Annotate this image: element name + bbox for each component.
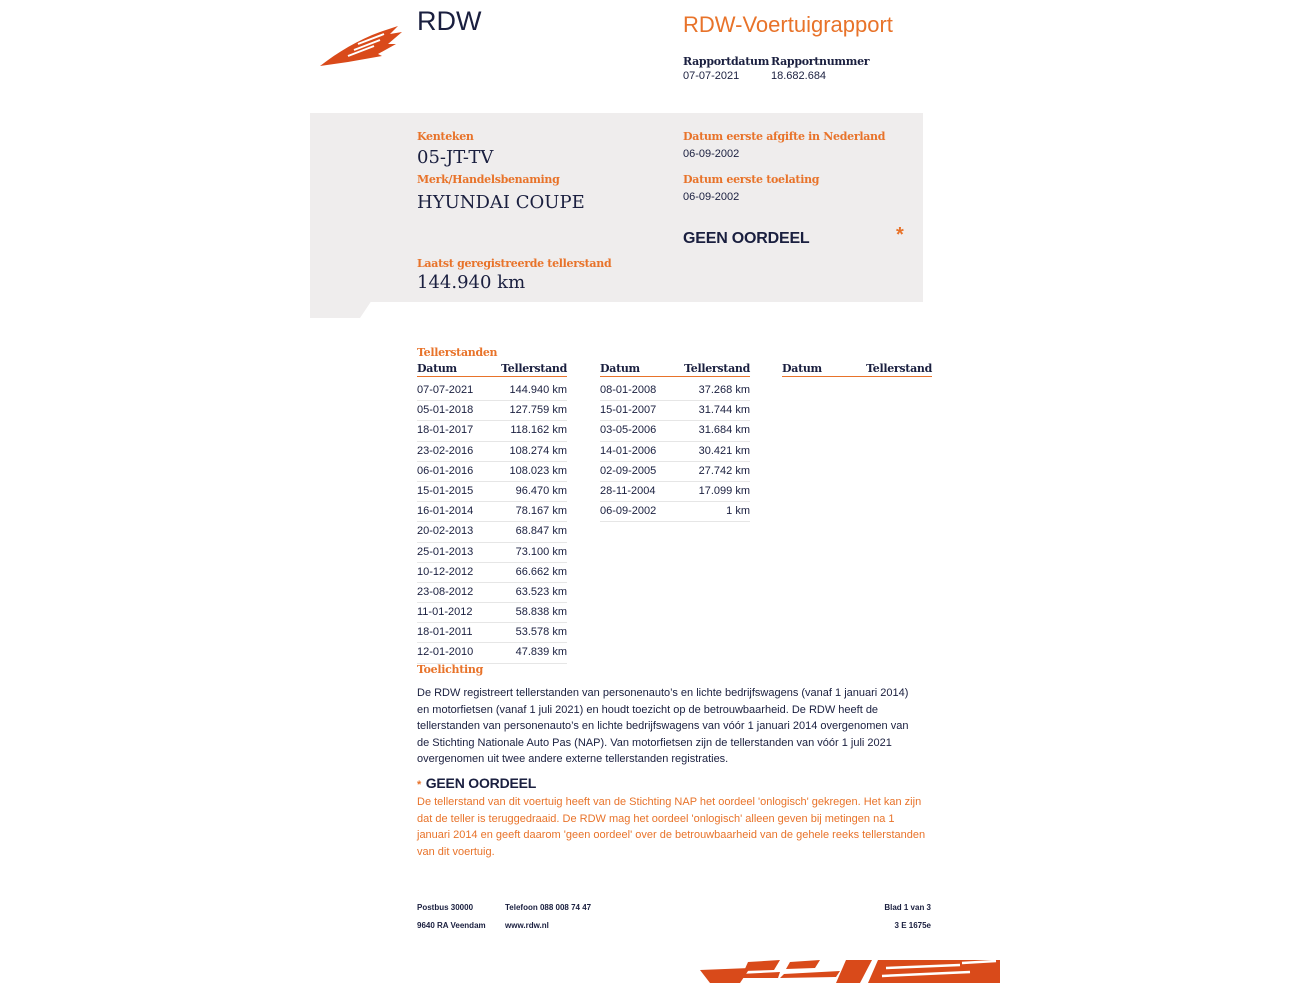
make-value: HYUNDAI COUPE: [417, 192, 585, 213]
reading-km: 127.759 km: [509, 404, 567, 417]
table-row: [417, 522, 567, 542]
reading-date: 18-01-2011: [417, 626, 473, 639]
reading-date: 18-01-2017: [417, 424, 474, 437]
column-date: Datum: [600, 362, 640, 375]
reading-date: 16-01-2014: [417, 505, 474, 518]
column-reading: Tellerstand: [501, 362, 567, 375]
reading-km: 144.940 km: [509, 384, 567, 396]
table-row: [600, 502, 750, 522]
reading-date: 05-01-2018: [417, 404, 474, 417]
explanation-body: De RDW registreert tellerstanden van personenauto’s en lichte bedrijfswagens (vanaf 1 januari 2014) en motorfietsen (vanaf 1 juli 2021) en houdt toezicht op de betrouwbaarheid. De RDW heeft de tellerstanden van personenauto’s en lichte bedrijfswagens van vóór 1 januari 2014 overgenomen van de Stichting Nationale Auto Pas (NAP). Van motorfietsen zijn de tellerstanden van vóór 1 juli 2021 overgenomen uit twee andere externe tellerstanden registraties.: [417, 687, 909, 766]
reading-date: 25-01-2013: [417, 545, 474, 558]
report-date-label: Rapportdatum: [683, 55, 770, 68]
reading-km: 27.742 km: [698, 464, 750, 477]
verdict-body: De tellerstand van dit voertuig heeft van de Stichting NAP het oordeel 'onlogisch' gekregen. Het kan zijn dat de teller is teruggedraaid. De RDW mag het oordeel 'onlogisch' alleen geven bij metingen na 1 januari 2014 en geeft daarom 'geen oordeel' over de betrouwbaarheid van de gehele reeks tellerstanden van dit voertuig.: [417, 796, 926, 858]
table-row: [417, 603, 567, 623]
report-date-value: 07-07-2021: [683, 70, 740, 82]
reading-km: 58.838 km: [515, 606, 567, 619]
reading-date: 23-02-2016: [417, 444, 474, 457]
odometer-label: Laatst geregistreerde tellerstand: [417, 257, 612, 270]
reading-km: 96.470 km: [515, 484, 567, 497]
reading-km: 63.523 km: [515, 585, 567, 598]
table-row: [417, 482, 567, 502]
panel-corner-tab: [310, 300, 372, 318]
table-row: [417, 543, 567, 563]
table-body: [417, 381, 567, 664]
table-row: [600, 462, 750, 482]
reading-km: 47.839 km: [515, 646, 567, 659]
footer-web-link[interactable]: www.rdw.nl: [505, 921, 549, 930]
readings-table-1: [417, 362, 567, 664]
reading-date: 11-01-2012: [417, 606, 473, 619]
footer-city: 9640 RA Veendam: [417, 921, 486, 930]
reading-date: 15-01-2007: [600, 404, 657, 417]
column-reading: Tellerstand: [866, 362, 932, 375]
reading-km: 31.744 km: [698, 404, 750, 417]
table-header: [782, 362, 932, 377]
readings-table-3: [782, 362, 932, 377]
reading-date: 02-09-2005: [600, 464, 657, 477]
reading-date: 12-01-2010: [417, 646, 474, 659]
reading-date: 14-01-2006: [600, 444, 657, 457]
logo-text: RDW: [417, 6, 482, 36]
reading-km: 118.162 km: [510, 424, 567, 437]
reading-km: 68.847 km: [515, 525, 567, 538]
table-header: [417, 362, 567, 377]
table-row: [417, 643, 567, 663]
table-row: [417, 401, 567, 421]
table-row: [600, 482, 750, 502]
plate-label: Kenteken: [417, 130, 474, 143]
table-row: [600, 381, 750, 401]
verdict-badge: GEEN OORDEEL: [683, 230, 810, 247]
table-row: [600, 421, 750, 441]
verdict-asterisk: *: [896, 224, 904, 246]
reading-km: 108.274 km: [509, 444, 567, 457]
reading-date: 06-09-2002: [600, 505, 657, 518]
table-row: [417, 442, 567, 462]
reading-km: 17.099 km: [698, 484, 750, 497]
plate-value: 05-JT-TV: [417, 147, 494, 168]
table-header: [600, 362, 750, 377]
first-nl-value: 06-09-2002: [683, 148, 740, 160]
reading-km: 30.421 km: [698, 444, 750, 457]
first-nl-label: Datum eerste afgifte in Nederland: [683, 130, 886, 143]
table-body: [600, 381, 750, 522]
table-row: [417, 563, 567, 583]
reading-date: 15-01-2015: [417, 484, 474, 497]
reading-km: 73.100 km: [515, 545, 567, 558]
table-row: [417, 623, 567, 643]
reading-date: 10-12-2012: [417, 565, 474, 578]
column-date: Datum: [417, 362, 457, 375]
table-row: [417, 502, 567, 522]
readings-table-2: [600, 362, 750, 522]
table-row: [417, 462, 567, 482]
reading-km: 78.167 km: [515, 505, 567, 518]
reading-date: 06-01-2016: [417, 464, 474, 477]
table-row: [417, 421, 567, 441]
reading-date: 23-08-2012: [417, 585, 474, 598]
readings-title: Tellerstanden: [417, 346, 498, 359]
report-number-value: 18.682.684: [771, 70, 827, 82]
reading-date: 28-11-2004: [600, 484, 656, 497]
reading-km: 108.023 km: [509, 464, 567, 477]
verdict-heading: [417, 775, 536, 793]
first-admission-value: 06-09-2002: [683, 191, 740, 203]
reading-km: 53.578 km: [515, 626, 567, 639]
column-reading: Tellerstand: [684, 362, 750, 375]
explanation-title: Toelichting: [417, 663, 483, 676]
table-row: [417, 583, 567, 603]
footer-phone: Telefoon 088 008 74 47: [505, 903, 592, 912]
table-row: [600, 442, 750, 462]
reading-km: 1 km: [726, 505, 750, 518]
footer-page-number: Blad 1 van 3: [884, 903, 931, 912]
reading-km: 37.268 km: [698, 384, 750, 396]
report-title: RDW-Voertuigrapport: [683, 12, 893, 37]
table-row: [600, 401, 750, 421]
make-label: Merk/Handelsbenaming: [417, 173, 560, 186]
reading-date: 07-07-2021: [417, 384, 474, 396]
reading-km: 66.662 km: [515, 565, 567, 578]
reading-date: 03-05-2006: [600, 424, 657, 437]
verdict-heading-asterisk: *: [417, 779, 422, 791]
first-admission-label: Datum eerste toelating: [683, 173, 820, 186]
reading-date: 08-01-2008: [600, 384, 657, 396]
table-row: [417, 381, 567, 401]
column-date: Datum: [782, 362, 822, 375]
odometer-value: 144.940 km: [417, 272, 526, 293]
footer-stripes-icon: [700, 960, 1000, 983]
footer-postbus: Postbus 30000: [417, 903, 474, 912]
verdict-heading-text: GEEN OORDEEL: [425, 775, 537, 791]
report-number-label: Rapportnummer: [771, 55, 870, 68]
footer-code: 3 E 1675e: [894, 921, 931, 930]
reading-date: 20-02-2013: [417, 525, 474, 538]
reading-km: 31.684 km: [698, 424, 750, 437]
rdw-logo-icon: [318, 22, 406, 68]
